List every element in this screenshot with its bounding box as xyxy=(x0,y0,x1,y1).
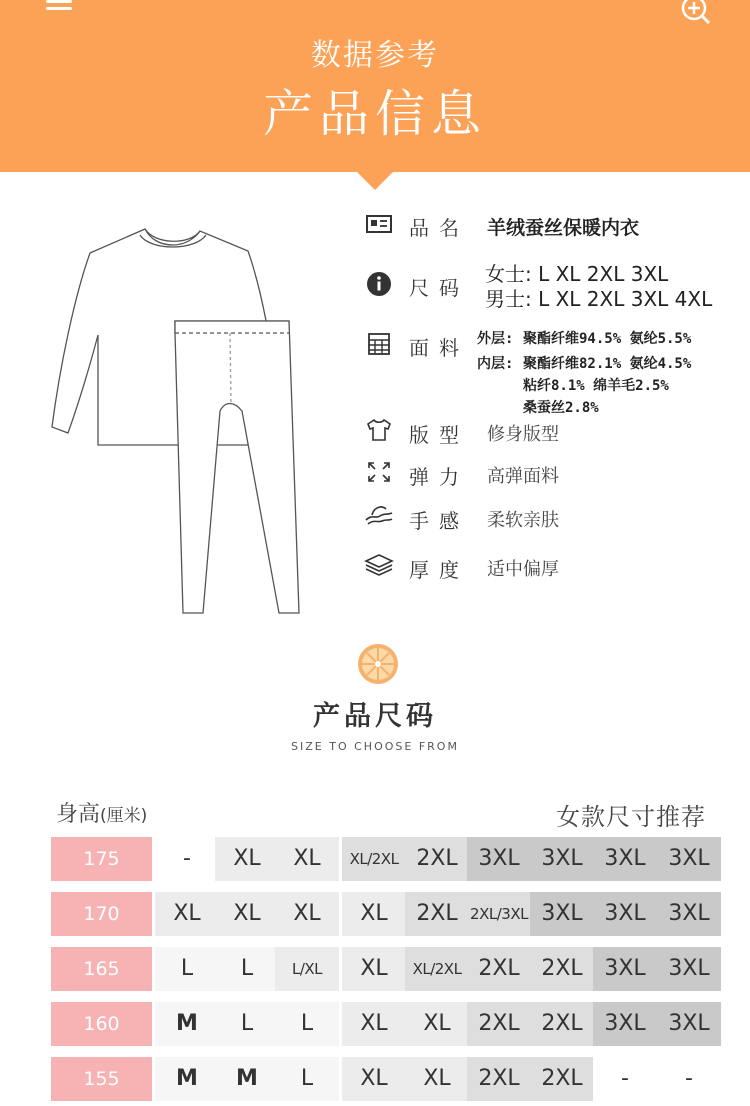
height-header: 身高(厘米) xyxy=(56,802,148,827)
height-label-170: 170 xyxy=(51,892,152,936)
size-cell: 3XL xyxy=(593,1002,657,1046)
hand-icon xyxy=(364,503,394,529)
size-cell: - xyxy=(657,1057,721,1101)
size-cell: XL xyxy=(405,1057,469,1101)
size-cell: 3XL xyxy=(530,837,594,881)
size-cell: XL xyxy=(215,837,279,881)
height-header-unit: (厘米) xyxy=(100,806,148,826)
spec-value-fit: 修身版型 xyxy=(487,424,559,445)
spec-value-thickness: 适中偏厚 xyxy=(487,559,559,580)
size-cell: - xyxy=(155,837,219,881)
size-cell: M xyxy=(215,1057,279,1101)
stretch-icon xyxy=(364,459,394,485)
fabric-inner-value-2: 粘纤8.1% 绵羊毛2.5% xyxy=(523,378,669,394)
size-cell: 2XL xyxy=(467,947,531,991)
fabric-outer-value: 聚酯纤维94.5% 氨纶5.5% xyxy=(523,331,692,347)
size-cell: XL/2XL xyxy=(405,947,469,991)
size-cell: - xyxy=(593,1057,657,1101)
spec-label-feel: 手感 xyxy=(409,509,469,533)
spec-label-size: 尺码 xyxy=(409,276,469,300)
size-cell: 3XL xyxy=(657,837,721,881)
size-cell: L xyxy=(275,1002,339,1046)
thermal-underwear-illustration xyxy=(20,215,320,615)
header-subtitle: 数据参考 xyxy=(311,38,439,73)
size-cell: XL xyxy=(405,1002,469,1046)
size-cell: M xyxy=(155,1002,219,1046)
size-cell: 2XL xyxy=(467,1057,531,1101)
header-notch xyxy=(355,170,395,190)
size-recommend-header: 女款尺寸推荐 xyxy=(556,803,706,831)
size-cell: XL xyxy=(275,892,339,936)
size-cell: XL/2XL xyxy=(342,837,406,881)
orange-slice-icon xyxy=(356,642,400,686)
size-cell: XL xyxy=(342,947,406,991)
spec-label-fabric: 面料 xyxy=(409,336,469,360)
fabric-inner-label: 内层: xyxy=(477,356,514,372)
height-label-160: 160 xyxy=(51,1002,152,1046)
size-cell: 2XL xyxy=(530,1057,594,1101)
menu-icon[interactable] xyxy=(46,0,72,16)
header-title: 产品信息 xyxy=(263,85,487,143)
size-cell: 3XL xyxy=(593,892,657,936)
size-section-subtitle: SIZE TO CHOOSE FROM xyxy=(291,740,459,753)
spec-label-fit: 版型 xyxy=(409,423,469,447)
size-cell: 3XL xyxy=(467,837,531,881)
size-cell: L/XL xyxy=(275,947,339,991)
size-cell: 3XL xyxy=(593,947,657,991)
size-cell: XL xyxy=(155,892,219,936)
fabric-inner-value-1: 聚酯纤维82.1% 氨纶4.5% xyxy=(523,356,692,372)
size-cell: XL xyxy=(215,892,279,936)
spec-value-feel: 柔软亲肤 xyxy=(487,510,559,531)
info-icon xyxy=(364,271,394,297)
size-cell: 3XL xyxy=(657,1002,721,1046)
size-cell: XL xyxy=(275,837,339,881)
height-label-165: 165 xyxy=(51,947,152,991)
size-cell: 3XL xyxy=(657,947,721,991)
height-label-155: 155 xyxy=(51,1057,152,1101)
size-cell: 2XL xyxy=(467,1002,531,1046)
size-cell: XL xyxy=(342,892,406,936)
size-cell: L xyxy=(155,947,219,991)
size-cell: 3XL xyxy=(657,892,721,936)
size-cell: M xyxy=(155,1057,219,1101)
fabric-inner-value-3: 桑蚕丝2.8% xyxy=(523,400,599,416)
size-line-women: 女士: L XL 2XL 3XL xyxy=(485,262,669,286)
size-cell: 2XL/3XL xyxy=(467,892,531,936)
size-cell: 2XL xyxy=(405,892,469,936)
spec-label-name: 品名 xyxy=(409,216,469,240)
size-cell: XL xyxy=(342,1057,406,1101)
tshirt-icon xyxy=(364,417,394,443)
spec-value-name: 羊绒蚕丝保暖内衣 xyxy=(487,217,640,239)
spec-value-elasticity: 高弹面料 xyxy=(487,466,559,487)
layers-icon xyxy=(364,552,394,578)
grid-icon xyxy=(364,331,394,357)
size-section-title: 产品尺码 xyxy=(313,701,437,732)
size-cell: 2XL xyxy=(405,837,469,881)
zoom-in-icon[interactable] xyxy=(678,0,712,26)
id-card-icon xyxy=(364,211,394,237)
size-cell: 3XL xyxy=(530,892,594,936)
size-cell: L xyxy=(215,947,279,991)
spec-label-elasticity: 弹力 xyxy=(409,465,469,489)
size-cell: XL xyxy=(342,1002,406,1046)
height-label-175: 175 xyxy=(51,837,152,881)
spec-label-thickness: 厚度 xyxy=(409,558,469,582)
size-cell: L xyxy=(275,1057,339,1101)
size-cell: 2XL xyxy=(530,947,594,991)
size-line-men: 男士: L XL 2XL 3XL 4XL xyxy=(485,287,713,311)
size-cell: 3XL xyxy=(593,837,657,881)
fabric-outer-label: 外层: xyxy=(477,331,514,347)
size-cell: 2XL xyxy=(530,1002,594,1046)
size-cell: L xyxy=(215,1002,279,1046)
